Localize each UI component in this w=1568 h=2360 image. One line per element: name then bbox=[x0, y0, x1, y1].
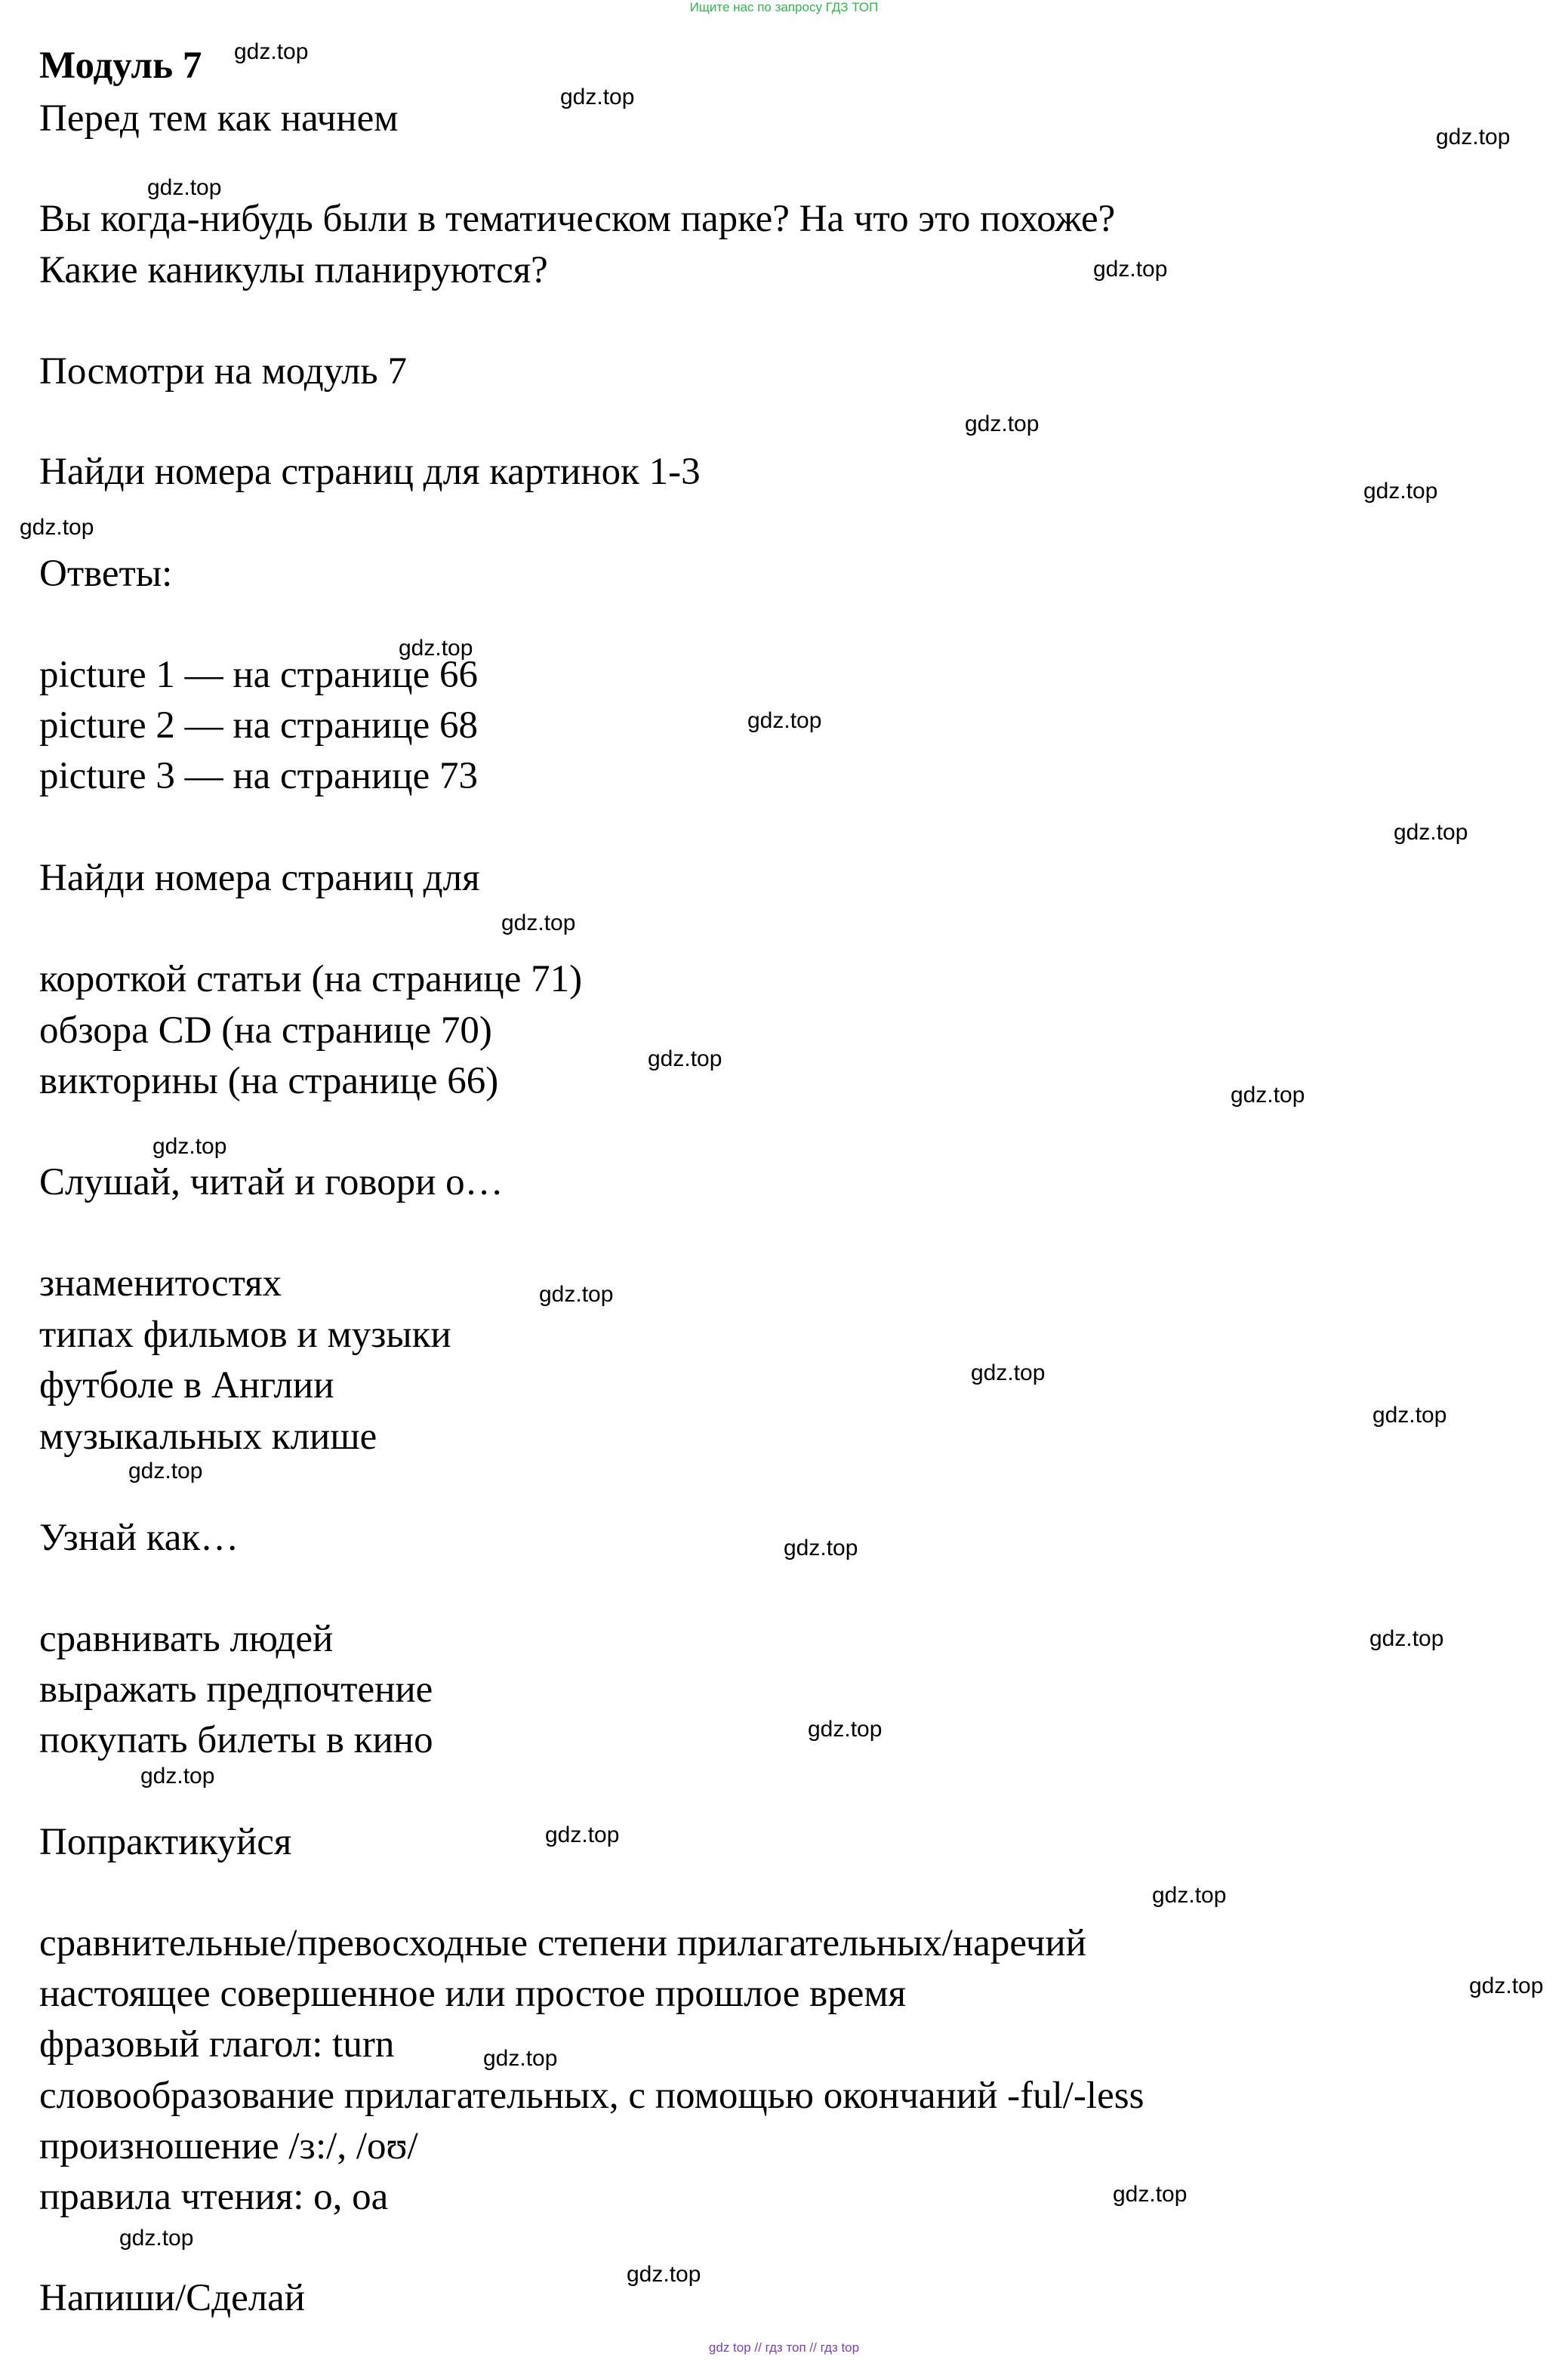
watermark: gdz.top bbox=[1152, 1883, 1227, 1908]
watermark: gdz.top bbox=[784, 1536, 858, 1560]
watermark: gdz.top bbox=[1113, 2182, 1188, 2207]
watermark: gdz.top bbox=[1093, 257, 1168, 282]
watermark: gdz.top bbox=[1369, 1626, 1444, 1651]
text-line: Ответы: bbox=[39, 553, 173, 595]
text-line: настоящее совершенное или простое прошлое время bbox=[39, 1973, 907, 2015]
text-line: picture 3 — на странице 73 bbox=[39, 755, 478, 797]
watermark: gdz.top bbox=[808, 1717, 883, 1742]
text-line: произношение /ɜ:/, /oʊ/ bbox=[39, 2125, 418, 2167]
watermark: gdz.top bbox=[1363, 479, 1438, 504]
text-line: обзора CD (на странице 70) bbox=[39, 1009, 492, 1052]
text-line: футболе в Англии bbox=[39, 1364, 334, 1406]
text-line: типах фильмов и музыки bbox=[39, 1314, 451, 1356]
watermark: gdz.top bbox=[483, 2046, 558, 2071]
text-line: Перед тем как начнем bbox=[39, 97, 399, 140]
bottom-banner: gdz top // гдз топ // гдз top bbox=[708, 2340, 860, 2355]
text-line: выражать предпочтение bbox=[39, 1668, 433, 1711]
text-line: сравнительные/превосходные степени прилагательных/наречий bbox=[39, 1922, 1086, 1964]
text-line: сравнивать людей bbox=[39, 1618, 334, 1660]
watermark: gdz.top bbox=[234, 39, 309, 64]
watermark: gdz.top bbox=[627, 2262, 701, 2287]
page-title: Модуль 7 bbox=[39, 45, 202, 87]
watermark: gdz.top bbox=[152, 1134, 227, 1159]
text-line: Попрактикуйся bbox=[39, 1821, 292, 1863]
watermark: gdz.top bbox=[1231, 1083, 1305, 1108]
watermark: gdz.top bbox=[1394, 820, 1468, 845]
watermark: gdz.top bbox=[399, 636, 473, 661]
text-line: Найди номера страниц для bbox=[39, 857, 480, 899]
top-banner: Ищите нас по запросу ГДЗ ТОП bbox=[689, 0, 879, 14]
text-line: Какие каникулы планируются? bbox=[39, 249, 548, 291]
text-line: Слушай, читай и говори о… bbox=[39, 1161, 504, 1203]
watermark: gdz.top bbox=[965, 411, 1040, 436]
text-line: правила чтения: o, oa bbox=[39, 2176, 389, 2218]
text-line: Найди номера страниц для картинок 1-3 bbox=[39, 451, 701, 493]
watermark: gdz.top bbox=[747, 708, 822, 733]
text-line: музыкальных клише bbox=[39, 1416, 377, 1458]
watermark: gdz.top bbox=[539, 1282, 614, 1307]
text-line: Узнай как… bbox=[39, 1517, 239, 1559]
watermark: gdz.top bbox=[501, 910, 576, 935]
text-line: словообразование прилагательных, с помощью окончаний -ful/-less bbox=[39, 2075, 1144, 2117]
watermark: gdz.top bbox=[971, 1360, 1046, 1385]
text-line: знаменитостях bbox=[39, 1262, 282, 1305]
text-line: фразовый глагол: turn bbox=[39, 2023, 395, 2066]
text-line: Напиши/Сделай bbox=[39, 2277, 306, 2319]
watermark: gdz.top bbox=[545, 1822, 620, 1847]
text-line: короткой статьи (на странице 71) bbox=[39, 958, 583, 1000]
watermark: gdz.top bbox=[119, 2226, 194, 2251]
watermark: gdz.top bbox=[20, 515, 94, 540]
watermark: gdz.top bbox=[147, 175, 222, 200]
text-line: покупать билеты в кино bbox=[39, 1719, 433, 1761]
watermark: gdz.top bbox=[1469, 1973, 1544, 1998]
text-line: Вы когда-нибудь были в тематическом парке? На что это похоже? bbox=[39, 198, 1116, 240]
watermark: gdz.top bbox=[648, 1046, 722, 1071]
text-line: викторины (на странице 66) bbox=[39, 1060, 499, 1102]
watermark: gdz.top bbox=[140, 1764, 215, 1788]
watermark: gdz.top bbox=[128, 1459, 203, 1483]
watermark: gdz.top bbox=[1436, 125, 1511, 149]
text-line: picture 1 — на странице 66 bbox=[39, 654, 478, 696]
watermark: gdz.top bbox=[1372, 1403, 1447, 1428]
text-line: picture 2 — на странице 68 bbox=[39, 704, 478, 747]
text-line: Посмотри на модуль 7 bbox=[39, 350, 407, 393]
watermark: gdz.top bbox=[560, 85, 635, 109]
